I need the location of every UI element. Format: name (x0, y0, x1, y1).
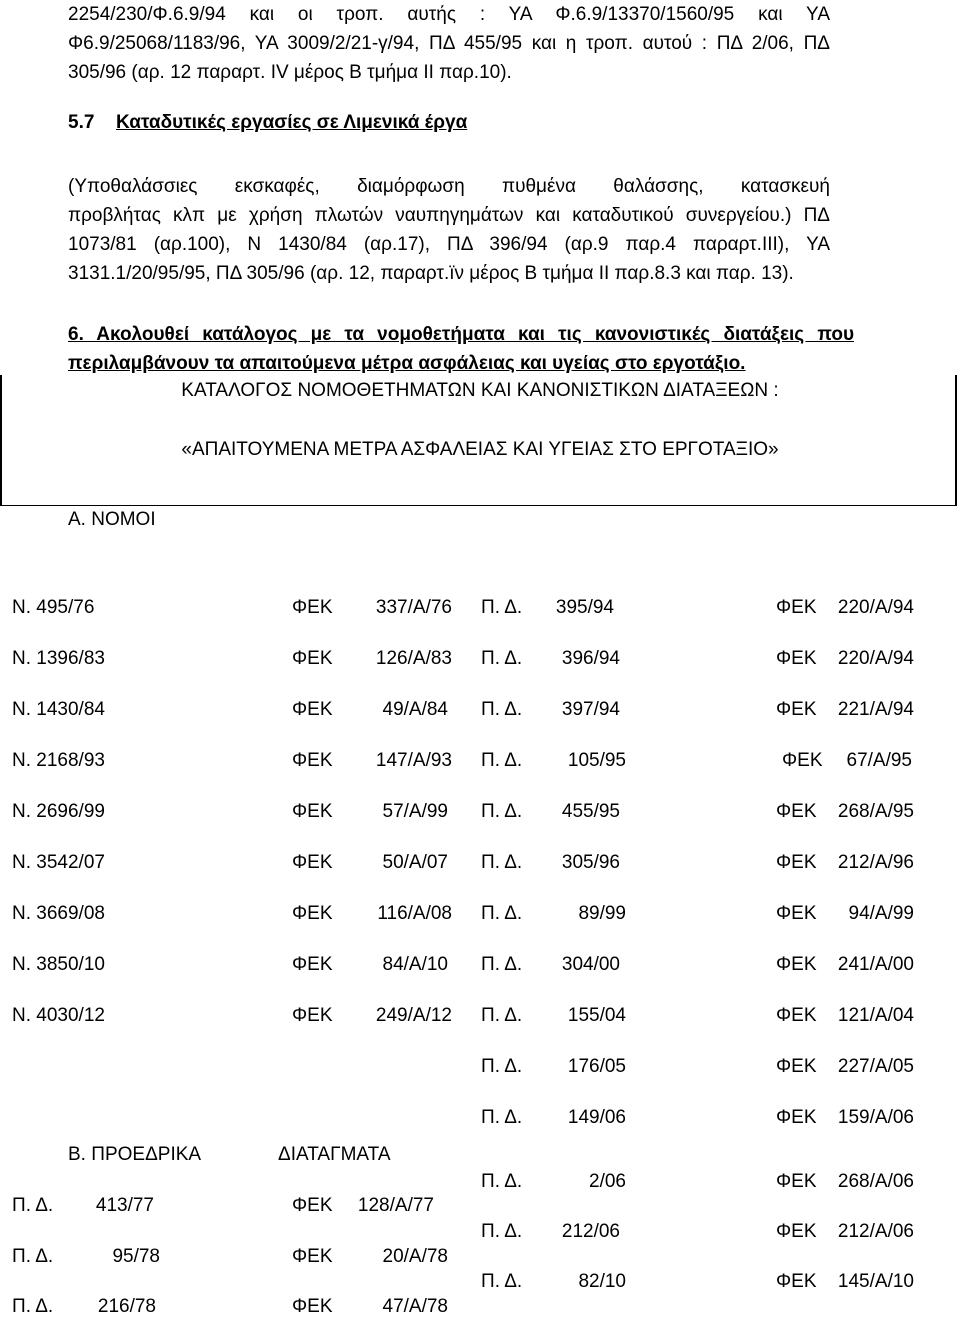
pd-label: Π. Δ. (481, 1056, 523, 1077)
pd-label: Π. Δ. (481, 1221, 523, 1242)
pd-label: Π. Δ. (481, 1005, 523, 1026)
fek-label: ΦΕΚ (292, 1246, 333, 1267)
law-number: Ν. 2696/99 (12, 801, 105, 822)
fek-label: ΦΕΚ (776, 1056, 817, 1077)
pd-number: 397/94 (561, 699, 620, 720)
fek-label: ΦΕΚ (292, 1296, 333, 1317)
pd-number: 105/95 (567, 750, 626, 771)
fek-number: 268/Α/06 (837, 1171, 914, 1192)
pd-label: Π. Δ. (481, 648, 523, 669)
pd-number: 2/06 (589, 1171, 626, 1192)
fek-label: ΦΕΚ (292, 597, 333, 618)
pd-label: Π. Δ. (481, 801, 523, 822)
pd-label: Π. Δ. (481, 1171, 523, 1192)
fek-number: 121/Α/04 (837, 1005, 914, 1026)
fek-label: ΦΕΚ (776, 1005, 817, 1026)
fek-number: 57/Α/99 (382, 801, 448, 822)
fek-label: ΦΕΚ (292, 699, 333, 720)
fek-label: ΦΕΚ (776, 1107, 817, 1128)
pd-label: Π. Δ. (481, 1271, 523, 1292)
fek-label: ΦΕΚ (292, 903, 333, 924)
fek-label: ΦΕΚ (776, 648, 817, 669)
pd-label: Π. Δ. (12, 1195, 54, 1216)
law-number: Ν. 4030/12 (12, 1005, 105, 1026)
section-body-line: 1073/81 (αρ.100), Ν 1430/84 (αρ.17), ΠΔ 396/94 (αρ.9 παρ.4 παραρτ.ΙΙΙ), ΥΑ (68, 234, 830, 255)
fek-number: 249/Α/12 (375, 1005, 452, 1026)
fek-number: 49/Α/84 (382, 699, 448, 720)
pd-number: 304/00 (561, 954, 620, 975)
section-5-7-body (68, 172, 830, 288)
fek-number: 147/Α/93 (375, 750, 452, 771)
section-6-line: 6. Ακολουθεί κατάλογος με τα νομοθετήματα και τις κανονιστικές διατάξεις που (68, 324, 854, 345)
pd-number: 89/99 (578, 903, 626, 924)
pd-number: 395/94 (555, 597, 614, 618)
decrees-heading-part2: ΔΙΑΤΑΓΜΑΤΑ (278, 1144, 391, 1165)
fek-number: 268/Α/95 (837, 801, 914, 822)
fek-label: ΦΕΚ (292, 648, 333, 669)
section-body-line: προβλήτας κλπ με χρήση πλωτών ναυπηγημάτων και καταδυτικού συνεργείου.) ΠΔ (68, 205, 830, 226)
fek-number: 221/Α/94 (837, 699, 914, 720)
law-number: Ν. 1430/84 (12, 699, 105, 720)
intro-paragraph (68, 0, 830, 87)
pd-label: Π. Δ. (481, 903, 523, 924)
pd-label: Π. Δ. (481, 597, 523, 618)
fek-number: 126/Α/83 (375, 648, 452, 669)
pd-label: Π. Δ. (481, 699, 523, 720)
fek-label: ΦΕΚ (292, 801, 333, 822)
intro-line: 2254/230/Φ.6.9/94 και οι τροπ. αυτής : ΥΑ Φ.6.9/13370/1560/95 και ΥΑ (68, 4, 830, 25)
fek-label: ΦΕΚ (782, 750, 823, 771)
section-body-line: (Υποθαλάσσιες εκσκαφές, διαμόρφωση πυθμένα θαλάσσης, κατασκευή (68, 176, 830, 197)
catalog-subtitle: «ΑΠΑΙΤΟΥΜΕΝΑ ΜΕΤΡΑ ΑΣΦΑΛΕΙΑΣ ΚΑΙ ΥΓΕΙΑΣ ΣΤΟ ΕΡΓΟΤΑΞΙΟ» (181, 439, 779, 460)
fek-label: ΦΕΚ (776, 1221, 817, 1242)
pd-number: 455/95 (561, 801, 620, 822)
pd-label: Π. Δ. (12, 1246, 54, 1267)
fek-number: 227/Α/05 (837, 1056, 914, 1077)
fek-label: ΦΕΚ (292, 954, 333, 975)
fek-label: ΦΕΚ (292, 750, 333, 771)
pd-number: 396/94 (561, 648, 620, 669)
fek-label: ΦΕΚ (776, 954, 817, 975)
fek-number: 67/Α/95 (846, 750, 912, 771)
section-6-line: περιλαμβάνουν τα απαιτούμενα μέτρα ασφάλειας και υγείας στο εργοτάξιο. (68, 353, 746, 374)
pd-number: 212/06 (561, 1221, 620, 1242)
pd-label: Π. Δ. (481, 954, 523, 975)
fek-number: 47/Α/78 (382, 1296, 448, 1317)
pd-number: 95/78 (112, 1246, 160, 1267)
fek-label: ΦΕΚ (776, 801, 817, 822)
pd-label: Π. Δ. (481, 1107, 523, 1128)
law-number: Ν. 3850/10 (12, 954, 105, 975)
fek-number: 212/Α/96 (837, 852, 914, 873)
fek-number: 116/Α/08 (377, 903, 452, 924)
pd-label: Π. Δ. (481, 852, 523, 873)
law-number: Ν. 2168/93 (12, 750, 105, 771)
laws-heading: Α. ΝΟΜΟΙ (68, 509, 156, 530)
pd-number: 82/10 (578, 1271, 626, 1292)
fek-number: 212/Α/06 (837, 1221, 914, 1242)
catalog-title: ΚΑΤΑΛΟΓΟΣ ΝΟΜΟΘΕΤΗΜΑΤΩΝ ΚΑΙ ΚΑΝΟΝΙΣΤΙΚΩΝ ΔΙΑΤΑΞΕΩΝ : (181, 380, 779, 401)
fek-number: 145/Α/10 (837, 1271, 914, 1292)
fek-label: ΦΕΚ (776, 597, 817, 618)
intro-line: Φ6.9/25068/1183/96, ΥΑ 3009/2/21-γ/94, ΠΔ 455/95 και η τροπ. αυτού : ΠΔ 2/06, ΠΔ (68, 33, 830, 54)
section-number: 5.7 (68, 112, 95, 133)
section-6-text (68, 320, 854, 378)
fek-label: ΦΕΚ (776, 852, 817, 873)
fek-number: 241/Α/00 (837, 954, 914, 975)
fek-label: ΦΕΚ (776, 699, 817, 720)
law-number: Ν. 1396/83 (12, 648, 105, 669)
fek-label: ΦΕΚ (776, 1271, 817, 1292)
decrees-heading-part1: Β. ΠΡΟΕΔΡΙΚΑ (68, 1144, 202, 1165)
fek-number: 128/Α/77 (357, 1195, 434, 1216)
section-5-7-heading (68, 112, 467, 134)
law-number: Ν. 495/76 (12, 597, 95, 618)
fek-number: 159/Α/06 (837, 1107, 914, 1128)
fek-number: 20/Α/78 (382, 1246, 448, 1267)
pd-number: 176/05 (567, 1056, 626, 1077)
fek-number: 94/Α/99 (848, 903, 914, 924)
fek-number: 220/Α/94 (837, 597, 914, 618)
fek-label: ΦΕΚ (776, 903, 817, 924)
section-body-last-line: 3131.1/20/95/95, ΠΔ 305/96 (αρ. 12, παραρτ.ïν μέρος Β τμήμα ΙΙ παρ.8.3 και παρ. 13). (68, 263, 794, 284)
pd-label: Π. Δ. (481, 750, 523, 771)
fek-label: ΦΕΚ (292, 852, 333, 873)
pd-number: 413/77 (95, 1195, 154, 1216)
pd-label: Π. Δ. (12, 1296, 54, 1317)
fek-number: 84/Α/10 (382, 954, 448, 975)
pd-number: 305/96 (561, 852, 620, 873)
fek-number: 220/Α/94 (837, 648, 914, 669)
fek-number: 337/Α/76 (375, 597, 452, 618)
pd-number: 149/06 (567, 1107, 626, 1128)
section-title: Καταδυτικές εργασίες σε Λιμενικά έργα (116, 112, 468, 133)
fek-number: 50/Α/07 (382, 852, 448, 873)
fek-label: ΦΕΚ (776, 1171, 817, 1192)
pd-number: 155/04 (567, 1005, 626, 1026)
pd-number: 216/78 (97, 1296, 156, 1317)
law-number: Ν. 3669/08 (12, 903, 105, 924)
fek-label: ΦΕΚ (292, 1005, 333, 1026)
fek-label: ΦΕΚ (292, 1195, 333, 1216)
law-number: Ν. 3542/07 (12, 852, 105, 873)
intro-last-line: 305/96 (αρ. 12 παραρτ. IV μέρος Β τμήμα ΙΙ παρ.10). (68, 62, 512, 83)
